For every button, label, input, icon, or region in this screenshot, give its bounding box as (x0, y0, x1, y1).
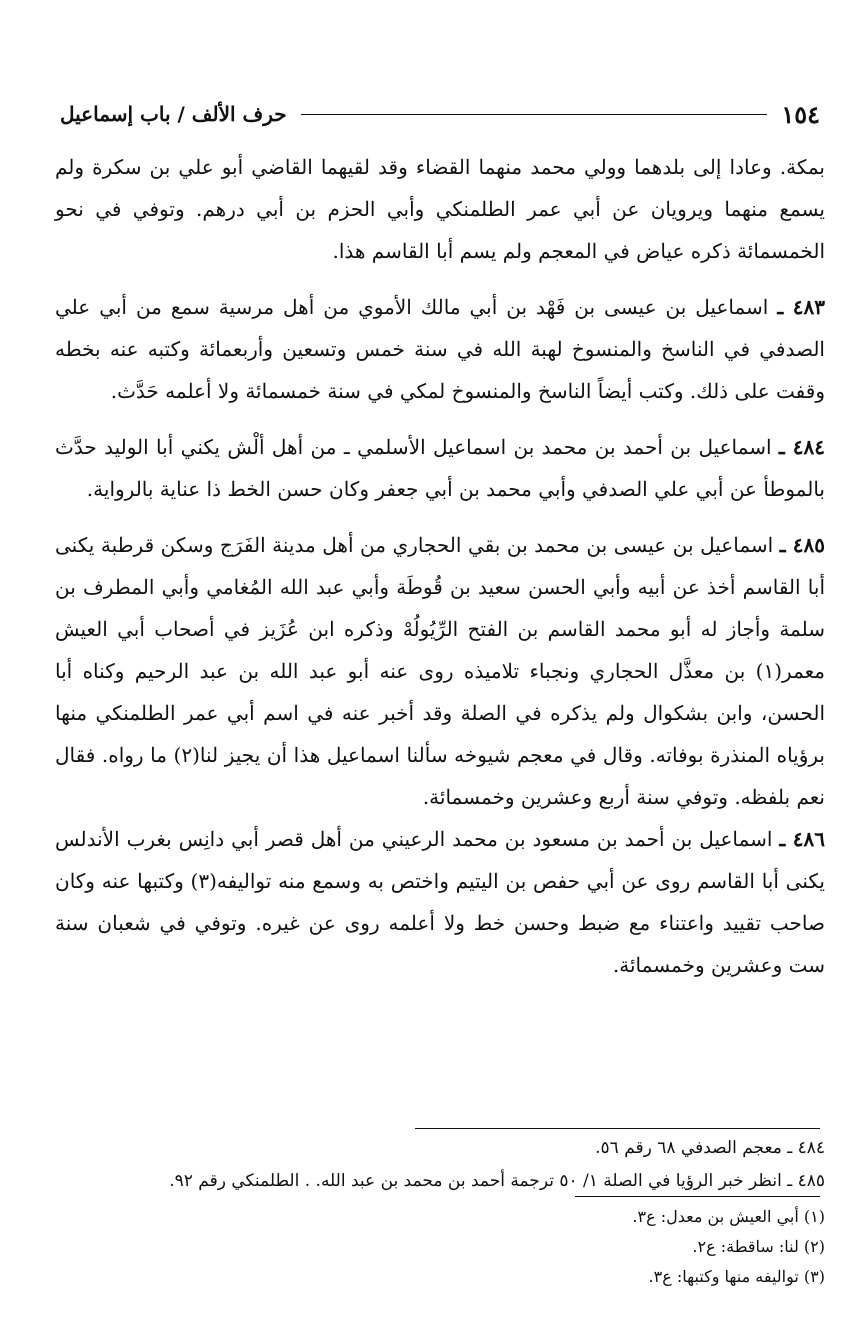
entry-485 (55, 524, 825, 818)
entry-references (35, 1132, 825, 1198)
entry-text: اسماعيل بن عيسى بن محمد بن بقي الحجاري من أهل مدينة الفَرَج وسكن قرطبة يكنى أبا القاسم أخذ عن أبيه وأبي الحسن سعيد بن قُوطَة وأبي عبد الله المُغامي وأبي المطرف بن سلمة وأجاز له أبو محمد القاسم بن الفتح الرِّيُولُهْ وذكره ابن عُزَيز في أصحاب أبي العيش معمر(١) بن معذَّل الحجاري ونجباء تلاميذه روى عنه أبو عبد الله بن عبد الرحيم وكناه أبا الحسن، وابن بشكوال ولم يذكره في الصلة وقد أخبر عنه في اسم أبي عمر الطلمنكي منها برؤياه المنذرة بوفاته. وقال في معجم شيوخه سألنا اسماعيل هذا أن يجيز لنا(٢) ما رواه. فقال نعم بلفظه. وتوفي سنة أربع وعشرين وخمسمائة. (55, 533, 825, 809)
entry-483 (55, 286, 825, 412)
variant-note: (١) أبي العيش بن معدل: ع٣. (632, 1207, 825, 1226)
page-header (60, 94, 820, 134)
paragraph-text: بمكة. وعادا إلى بلدهما وولي محمد منهما القضاء وقد لقيهما القاضي أبو علي بن سكرة ولم يسمع منهما ويرويان عن أبي عمر الطلمنكي وأبي الحزم بن أبي درهم. وتوفي في نحو الخمسمائة ذكره عياض في المعجم ولم يسم أبا القاسم هذا. (55, 155, 825, 263)
entry-text: اسماعيل بن أحمد بن محمد بن اسماعيل الأسلمي ـ من أهل ألْش يكني أبا الوليد حدَّث بالموطأ عن أبي علي الصدفي وأبي محمد بن أبي جعفر وكان حسن الخط ذا عناية بالرواية. (55, 435, 825, 501)
entry-number: ٤٨٣ ـ (777, 295, 825, 319)
running-title: حرف الألف / باب إسماعيل (60, 102, 287, 126)
paragraph-continuation (55, 146, 825, 272)
header-rule (301, 114, 768, 115)
manuscript-variants (420, 1202, 825, 1292)
page-number: ١٥٤ (781, 99, 820, 129)
variant-note: (٢) لنا: ساقطة: ع٢. (692, 1237, 825, 1256)
main-text (55, 146, 825, 986)
reference-note: ٤٨٤ ـ معجم الصدفي ٦٨ رقم ٥٦. (595, 1138, 825, 1158)
entry-number: ٤٨٤ ـ (778, 435, 826, 459)
reference-note: ٤٨٥ ـ انظر خبر الرؤيا في الصلة ١/ ٥٠ ترجمة أحمد بن محمد بن عبد الله. . الطلمنكي رقم ٩٢. (169, 1171, 825, 1191)
variant-note: (٣) تواليفه منها وكتبها: ع٣. (648, 1267, 825, 1286)
entry-number: ٤٨٦ ـ (779, 827, 825, 851)
entry-486 (55, 818, 825, 986)
footnote-divider (415, 1128, 820, 1129)
entry-number: ٤٨٥ ـ (779, 533, 825, 557)
entry-484 (55, 426, 825, 510)
entry-text: اسماعيل بن عيسى بن فَهْد بن أبي مالك الأموي من أهل مرسية سمع من أبي علي الصدفي في الناسخ والمنسوخ لهبة الله في سنة خمس وتسعين وأربعمائة وكتبه عنه بخطه وقفت على ذلك. وكتب أيضاً الناسخ والمنسوخ لمكي في سنة خمسمائة ولا أعلمه حَدَّث. (55, 295, 825, 403)
entry-text: اسماعيل بن أحمد بن مسعود بن محمد الرعيني من أهل قصر أبي دانِس بغرب الأندلس يكنى أبا القاسم روى عن أبي حفص بن اليتيم واختص به وسمع منه تواليفه(٣) وكتبها عنه وكان صاحب تقييد واعتناء مع ضبط وحسن خط ولا أعلمه روى عن غيره. وتوفي في شعبان سنة ست وعشرين وخمسمائة. (55, 827, 825, 977)
variants-divider (575, 1196, 820, 1197)
